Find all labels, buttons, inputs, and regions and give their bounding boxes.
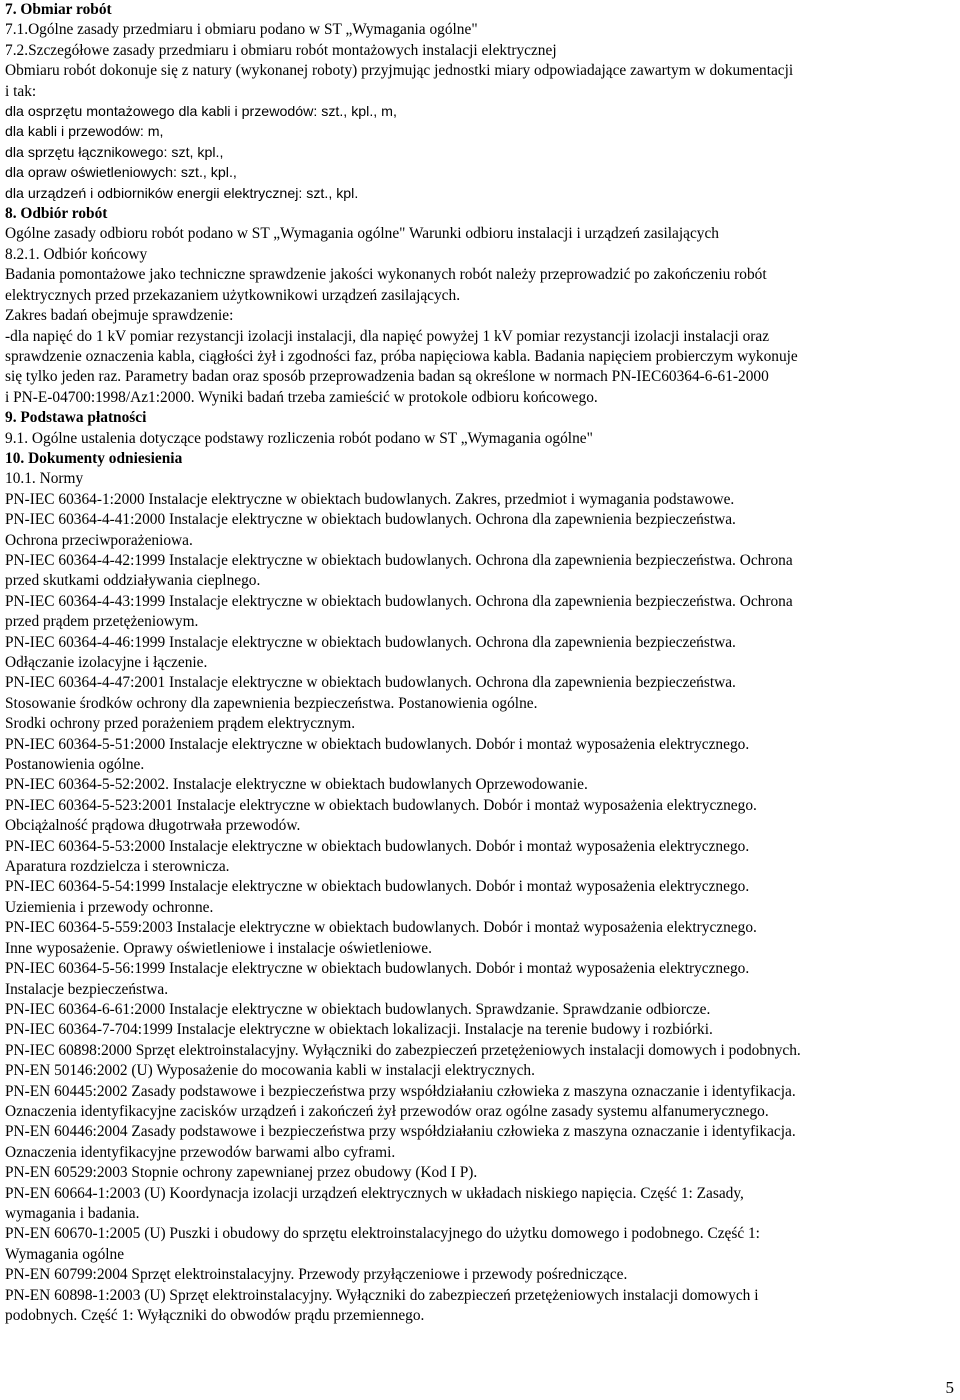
text-line: Oznaczenia identyfikacyjne przewodów barwami albo cyframi. xyxy=(5,1143,396,1161)
text-line: 7.2.Szczegółowe zasady przedmiaru i obmiaru robót montażowych instalacji elektrycznej xyxy=(5,41,557,59)
text-line: przed prądem przetężeniowym. xyxy=(5,613,199,631)
text-line: Wymagania ogólne xyxy=(5,1245,125,1263)
text-line: wymagania i badania. xyxy=(5,1204,140,1222)
text-line: 10.1. Normy xyxy=(5,470,84,488)
text-line: PN-IEC 60364-5-56:1999 Instalacje elektryczne w obiektach budowlanych. Dobór i montaż wyposażenia elektrycznego. xyxy=(5,960,750,978)
text-line: dla kabli i przewodów: m, xyxy=(5,124,164,141)
text-line: Badania pomontażowe jako techniczne sprawdzenie jakości wykonanych robót należy przeprowadzić po zakończeniu robót xyxy=(5,266,767,284)
text-line: Uziemienia i przewody ochronne. xyxy=(5,898,214,916)
text-line: Oznaczenia identyfikacyjne zacisków urządzeń i zakończeń żył przewodów oraz ogólne zasady systemu alfanumerycznego. xyxy=(5,1102,769,1120)
text-line: dla urządzeń i odbiorników energii elektrycznej: szt., kpl. xyxy=(5,185,359,202)
text-line: się tylko jeden raz. Parametry badan oraz sposób przeprowadzenia badan są określone w normach PN-IEC60364-6-61-2000 xyxy=(5,368,769,386)
text-line: sprawdzenie oznaczenia kabla, ciągłości żył i zgodności faz, próba napięciowa kabla. Badania napięciem probierczym wykonuje xyxy=(5,347,798,365)
text-line: przed skutkami oddziaływania cieplnego. xyxy=(5,572,261,590)
text-line: Srodki ochrony przed porażeniem prądem elektrycznym. xyxy=(5,715,356,733)
heading-text: 9. Podstawa płatności xyxy=(5,409,147,427)
text-line: Instalacje bezpieczeństwa. xyxy=(5,980,169,998)
text-line: PN-IEC 60364-5-559:2003 Instalacje elektryczne w obiektach budowlanych. Dobór i montaż wyposażenia elektrycznego. xyxy=(5,919,757,937)
text-line: Obmiaru robót dokonuje się z natury (wykonanej roboty) przyjmując jednostki miary odpowiadające zawartym w dokumentacji xyxy=(5,62,794,80)
text-line: PN-IEC 60364-5-52:2002. Instalacje elektryczne w obiektach budowlanych Oprzewodowanie. xyxy=(5,776,588,794)
text-line: Ochrona przeciwporażeniowa. xyxy=(5,531,193,549)
text-line: dla opraw oświetleniowych: szt., kpl., xyxy=(5,165,237,182)
text-line: elektrycznych przed przekazaniem użytkownikowi urządzeń zasilających. xyxy=(5,286,461,304)
text-line: PN-IEC 60364-6-61:2000 Instalacje elektryczne w obiektach budowlanych. Sprawdzanie. Sprawdzanie odbiorcze. xyxy=(5,1000,711,1018)
text-line: i PN-E-04700:1998/Az1:2000. Wyniki badań trzeba zamieścić w protokole odbioru końcowego. xyxy=(5,388,598,406)
text-line: Ogólne zasady odbioru robót podano w ST „Wymagania ogólne" Warunki odbioru instalacji i urządzeń zasilających xyxy=(5,225,719,243)
text-line: PN-IEC 60364-5-523:2001 Instalacje elektryczne w obiektach budowlanych. Dobór i montaż wyposażenia elektrycznego. xyxy=(5,796,757,814)
text-line: PN-EN 60664-1:2003 (U) Koordynacja izolacji urządzeń elektrycznych w układach niskiego napięcia. Część 1: Zasady, xyxy=(5,1184,744,1202)
text-line: Aparatura rozdzielcza i sterownicza. xyxy=(5,858,230,876)
text-line: PN-IEC 60364-4-41:2000 Instalacje elektryczne w obiektach budowlanych. Ochrona dla zapewnienia bezpieczeństwa. xyxy=(5,511,736,529)
page-number: 5 xyxy=(945,1378,954,1397)
text-line: 7.1.Ogólne zasady przedmiaru i obmiaru podano w ST „Wymagania ogólne" xyxy=(5,21,478,39)
text-line: PN-EN 60799:2004 Sprzęt elektroinstalacyjny. Przewody przyłączeniowe i przewody pośredniczące. xyxy=(5,1266,628,1284)
text-line: 8.2.1. Odbiór końcowy xyxy=(5,245,148,263)
text-line: PN-IEC 60364-4-46:1999 Instalacje elektryczne w obiektach budowlanych. Ochrona dla zapewnienia bezpieczeństwa. xyxy=(5,633,736,651)
text-line: PN-EN 60898-1:2003 (U) Sprzęt elektroinstalacyjny. Wyłączniki do zabezpieczeń przetężeniowych instalacji domowych i xyxy=(5,1286,759,1304)
text-line: PN-IEC 60364-1:2000 Instalacje elektryczne w obiektach budowlanych. Zakres, przedmiot i wymagania podstawowe. xyxy=(5,490,735,508)
text-line: PN-IEC 60364-7-704:1999 Instalacje elektryczne w obiektach lokalizacji. Instalacje na terenie budowy i rozbiórki. xyxy=(5,1021,713,1039)
section-heading xyxy=(5,408,956,428)
section-heading xyxy=(5,204,956,224)
text-line: PN-EN 60446:2004 Zasady podstawowe i bezpieczeństwa przy współdziałaniu człowieka z maszyna oznaczanie i identyfikacja. xyxy=(5,1123,796,1141)
text-line: PN-IEC 60364-5-53:2000 Instalacje elektryczne w obiektach budowlanych. Dobór i montaż wyposażenia elektrycznego. xyxy=(5,837,750,855)
text-line: Stosowanie środków ochrony dla zapewnienia bezpieczeństwa. Postanowienia ogólne. xyxy=(5,694,538,712)
text-line: Obciążalność prądowa długotrwała przewodów. xyxy=(5,817,301,835)
text-line: -dla napięć do 1 kV pomiar rezystancji izolacji instalacji, dla napięć powyżej 1 kV pomiar rezystancji izolacji instalacji oraz xyxy=(5,327,770,345)
text-line: PN-IEC 60364-5-51:2000 Instalacje elektryczne w obiektach budowlanych. Dobór i montaż wyposażenia elektrycznego. xyxy=(5,735,750,753)
section-heading xyxy=(5,0,956,20)
text-line: i tak: xyxy=(5,82,37,100)
heading-text: 7. Obmiar robót xyxy=(5,1,112,18)
text-line: podobnych. Część 1: Wyłączniki do obwodów prądu przemiennego. xyxy=(5,1307,425,1324)
text-line: PN-EN 60445:2002 Zasady podstawowe i bezpieczeństwa przy współdziałaniu człowieka z maszyna oznaczanie i identyfikacja. xyxy=(5,1082,796,1100)
text-line: Zakres badań obejmuje sprawdzenie: xyxy=(5,307,234,325)
text-line: PN-EN 50146:2002 (U) Wyposażenie do mocowania kabli w instalacji elektrycznych. xyxy=(5,1062,535,1080)
text-line: PN-IEC 60364-5-54:1999 Instalacje elektryczne w obiektach budowlanych. Dobór i montaż wyposażenia elektrycznego. xyxy=(5,878,750,896)
text-line: 9.1. Ogólne ustalenia dotyczące podstawy rozliczenia robót podano w ST „Wymagania ogólne" xyxy=(5,429,593,447)
text-line: PN-IEC 60364-4-47:2001 Instalacje elektryczne w obiektach budowlanych. Ochrona dla zapewnienia bezpieczeństwa. xyxy=(5,674,736,692)
heading-text: 8. Odbiór robót xyxy=(5,205,108,223)
text-line: Odłączanie izolacyjne i łączenie. xyxy=(5,654,208,671)
text-line: PN-EN 60670-1:2005 (U) Puszki i obudowy do sprzętu elektroinstalacyjnego do użytku domowego i podobnego. Część 1: xyxy=(5,1225,760,1243)
text-line: PN-IEC 60364-4-43:1999 Instalacje elektryczne w obiektach budowlanych. Ochrona dla zapewnienia bezpieczeństwa. Ochrona xyxy=(5,592,793,610)
text-line: dla osprzętu montażowego dla kabli i przewodów: szt., kpl., m, xyxy=(5,104,397,121)
section-heading xyxy=(5,449,956,469)
heading-text: 10. Dokumenty odniesienia xyxy=(5,449,183,467)
text-line: PN-IEC 60364-4-42:1999 Instalacje elektryczne w obiektach budowlanych. Ochrona dla zapewnienia bezpieczeństwa. Ochrona xyxy=(5,551,793,569)
text-line: Inne wyposażenie. Oprawy oświetleniowe i instalacje oświetleniowe. xyxy=(5,939,432,957)
text-line: PN-IEC 60898:2000 Sprzęt elektroinstalacyjny. Wyłączniki do zabezpieczeń przetężeniowych instalacji domowych i podobnych. xyxy=(5,1041,801,1059)
text-line: PN-EN 60529:2003 Stopnie ochrony zapewnianej przez obudowy (Kod I P). xyxy=(5,1164,478,1182)
text-line: Postanowienia ogólne. xyxy=(5,756,145,774)
text-line: dla sprzętu łącznikowego: szt, kpl., xyxy=(5,144,224,161)
